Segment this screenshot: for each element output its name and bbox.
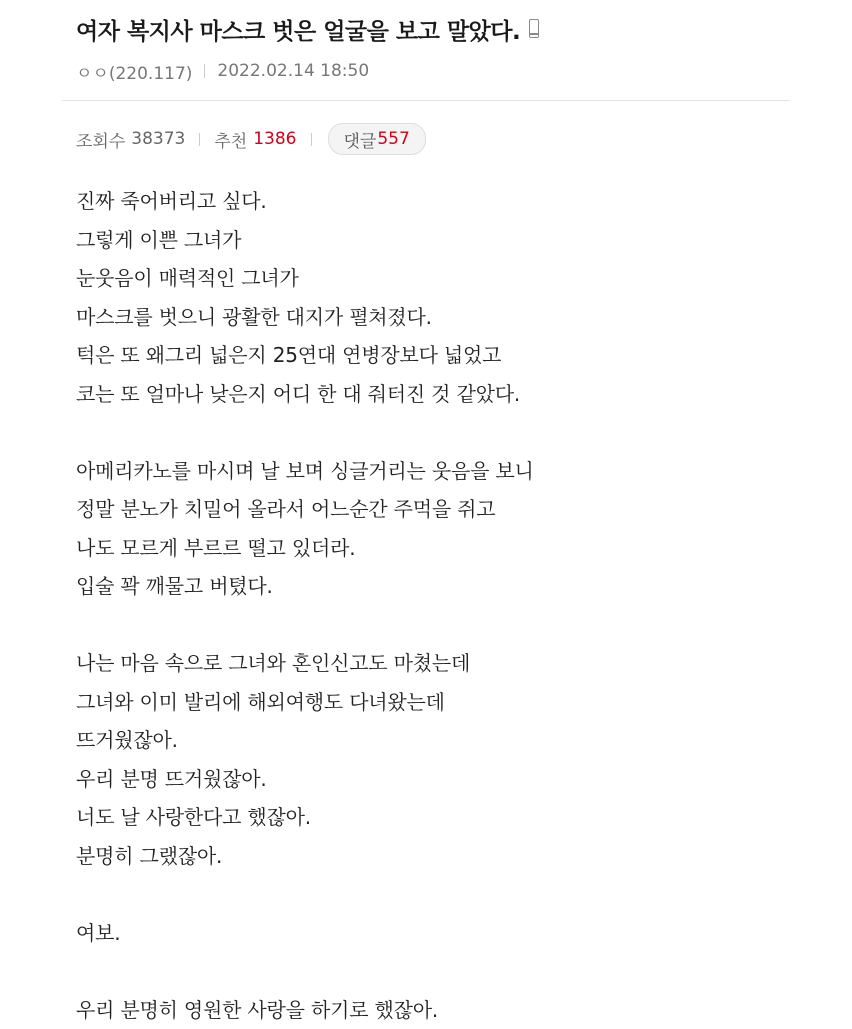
body-line: 진짜 죽어버리고 싶다. bbox=[76, 182, 816, 221]
body-line: 아메리카노를 마시며 날 보며 싱글거리는 웃음을 보니 bbox=[76, 452, 816, 491]
views-label: 조회수 bbox=[76, 127, 125, 152]
post-author[interactable]: ㅇㅇ(220.117) bbox=[76, 59, 192, 84]
body-line: 너도 날 사랑한다고 했잖아. bbox=[76, 798, 816, 837]
views-count: 38373 bbox=[131, 129, 185, 149]
body-line: 나도 모르게 부르르 떨고 있더라. bbox=[76, 529, 816, 568]
body-line: 마스크를 벗으니 광활한 대지가 펼쳐졌다. bbox=[76, 298, 816, 337]
body-line: 그렇게 이쁜 그녀가 bbox=[76, 221, 816, 260]
body-line: 분명히 그랬잖아. bbox=[76, 837, 816, 876]
stats-divider bbox=[199, 133, 200, 146]
body-blank-line bbox=[76, 413, 816, 452]
body-line: 정말 분노가 치밀어 올라서 어느순간 주먹을 쥐고 bbox=[76, 490, 816, 529]
post-body bbox=[76, 182, 816, 1029]
body-line: 나는 마음 속으로 그녀와 혼인신고도 마쳤는데 bbox=[76, 644, 816, 683]
post-title-row bbox=[76, 10, 539, 48]
post-datetime: 2022.02.14 18:50 bbox=[217, 61, 369, 81]
body-line: 여보. bbox=[76, 914, 816, 953]
recommend-label: 추천 bbox=[214, 127, 247, 152]
post-meta bbox=[76, 58, 369, 84]
body-line: 코는 또 얼마나 낮은지 어디 한 대 줘터진 것 같았다. bbox=[76, 375, 816, 414]
recommend-count: 1386 bbox=[253, 129, 296, 149]
body-line: 입술 꽉 깨물고 버텼다. bbox=[76, 567, 816, 606]
comments-button[interactable] bbox=[328, 123, 426, 155]
body-line: 그녀와 이미 발리에 해외여행도 다녀왔는데 bbox=[76, 683, 816, 722]
body-blank-line bbox=[76, 875, 816, 914]
body-line: 눈웃음이 매력적인 그녀가 bbox=[76, 259, 816, 298]
mobile-phone-icon bbox=[529, 19, 539, 38]
post-stats bbox=[76, 122, 426, 156]
header-divider bbox=[62, 100, 790, 101]
body-line: 우리 분명히 영원한 사랑을 하기로 했잖아. bbox=[76, 991, 816, 1029]
comments-count: 557 bbox=[377, 129, 409, 149]
body-line: 우리 분명 뜨거웠잖아. bbox=[76, 760, 816, 799]
body-blank-line bbox=[76, 952, 816, 991]
body-line: 뜨거웠잖아. bbox=[76, 721, 816, 760]
stats-divider bbox=[311, 133, 312, 146]
comments-label: 댓글 bbox=[344, 127, 377, 152]
body-blank-line bbox=[76, 606, 816, 645]
post-title: 여자 복지사 마스크 벗은 얼굴을 보고 말았다. bbox=[76, 13, 520, 46]
meta-divider bbox=[204, 64, 205, 78]
body-line: 턱은 또 왜그리 넓은지 25연대 연병장보다 넓었고 bbox=[76, 336, 816, 375]
